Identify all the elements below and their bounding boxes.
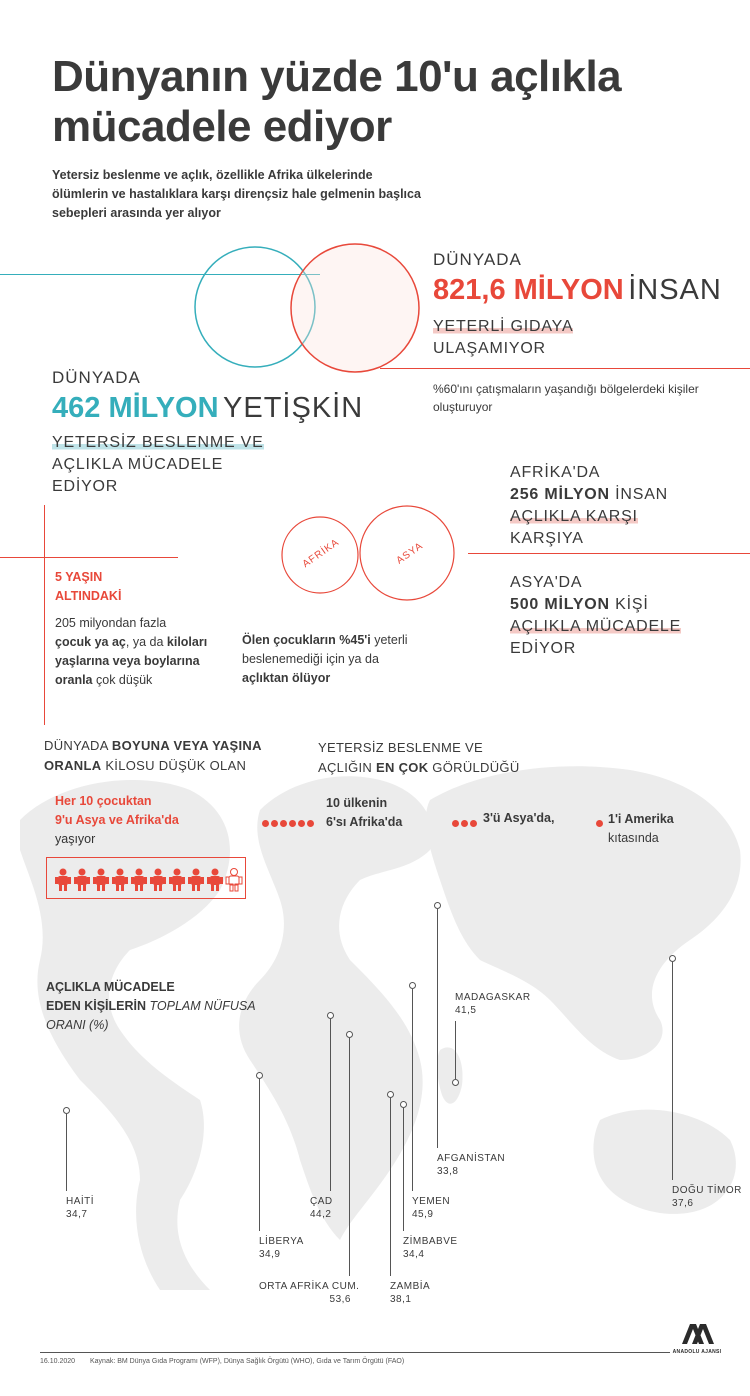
dot-icon (452, 820, 459, 827)
pin-dot-icon (409, 982, 416, 989)
dot-icon (289, 820, 296, 827)
most-h2: AÇLIĞIN (318, 760, 377, 775)
footer-source: Kaynak: BM Dünya Gıda Programı (WFP), Dünya Sağlık Örgütü (WHO), Gıda ve Tarım Örgütü (FAO) (90, 1358, 405, 1365)
america-dots (596, 814, 605, 832)
dot-icon (470, 820, 477, 827)
divider-line (0, 557, 178, 558)
pin-dot-icon (327, 1012, 334, 1019)
asia-unit: KİŞİ (615, 596, 649, 613)
pin-dot-icon (669, 955, 676, 962)
country-name: ORTA AFRİKA CUM. (259, 1281, 360, 1292)
most-america (608, 810, 674, 848)
world-circle (291, 244, 419, 372)
asia-line2: EDİYOR (510, 640, 577, 657)
adults-unit: YETİŞKİN (223, 392, 364, 424)
country-value: 33,8 (437, 1166, 459, 1177)
africa-label: AFRİKA'DA (510, 464, 601, 481)
country-value: 34,7 (66, 1209, 88, 1220)
pin-dot-icon (63, 1107, 70, 1114)
country-value: 41,5 (455, 1005, 477, 1016)
under5-text (55, 614, 207, 690)
africa-unit: İNSAN (615, 486, 669, 503)
most-a2: 6'sı Afrika'da (326, 815, 403, 829)
country-value: 45,9 (412, 1209, 434, 1220)
country-value: 34,4 (403, 1249, 425, 1260)
country-name: MADAGASKAR (455, 992, 531, 1003)
world-figure (433, 274, 722, 307)
dot-icon (262, 820, 269, 827)
world-line1: YETERLİ GIDAYA (433, 318, 574, 335)
adults-line3: EDİYOR (52, 478, 119, 495)
stunting-h1b: BOYUNA VEYA YAŞINA (111, 738, 262, 753)
aa-logo-icon (680, 1322, 714, 1344)
divider-line (468, 553, 750, 554)
pin-dot-icon (434, 902, 441, 909)
pin-line (390, 1098, 391, 1276)
divider-line (44, 505, 45, 725)
ratio-l2: EDEN KİŞİLERİN (46, 999, 150, 1013)
country-value: 44,2 (310, 1209, 332, 1220)
country-name: ÇAD (310, 1196, 333, 1207)
adults-label: DÜNYADA (52, 368, 141, 387)
footer-line (40, 1352, 670, 1353)
country-label (259, 1280, 359, 1306)
pin-line (455, 1021, 456, 1079)
pin-dot-icon (256, 1072, 263, 1079)
africa-line1: AÇLIKLA KARŞI (510, 508, 638, 525)
dot-icon (271, 820, 278, 827)
child-icon (131, 869, 147, 892)
country-label (672, 1184, 742, 1210)
stunting-h1: DÜNYADA (44, 738, 112, 753)
country-label (455, 991, 531, 1017)
deaths-t2: beslenemediği için ya da (242, 652, 379, 666)
deaths-t3: açlıktan ölüyor (242, 671, 331, 685)
child-icon (188, 869, 204, 892)
country-label (437, 1152, 505, 1178)
country-name: ZAMBİA (390, 1281, 431, 1292)
child-icon (207, 869, 223, 892)
under5-t2: , ya da (125, 635, 167, 649)
under5-heading-line2: ALTINDAKİ (55, 589, 122, 603)
africa-circle-label: AFRİKA (300, 536, 342, 571)
agency-name: ANADOLU AJANSI (672, 1349, 722, 1355)
world-note: %60'ını çatışmaların yaşandığı bölgelerdeki kişiler oluşturuyor (433, 382, 699, 414)
country-value: 37,6 (672, 1198, 694, 1209)
world-description (433, 316, 573, 360)
dot-icon (461, 820, 468, 827)
under5-t3: yaşlarına veya boylarına (55, 654, 200, 668)
divider-line (380, 368, 750, 369)
country-name: LİBERYA (259, 1236, 304, 1247)
stunting-r2: 9'u Asya ve Afrika'da (55, 813, 179, 827)
country-label (403, 1235, 458, 1261)
ratio-l3: ORANI (%) (46, 1018, 109, 1032)
child-icon (112, 869, 128, 892)
under5-heading (55, 568, 121, 606)
world-number: 821,6 MİLYON (433, 274, 624, 306)
asia-dots (452, 814, 479, 832)
country-label (310, 1195, 333, 1221)
stunting-heading (44, 736, 262, 776)
country-label (390, 1280, 430, 1306)
asia-number: 500 MİLYON (510, 596, 610, 613)
ratio-l1: AÇLIKLA MÜCADELE (46, 980, 175, 994)
asia-label: ASYA'DA (510, 574, 583, 591)
pin-line (437, 909, 438, 1148)
under5-heading-line1: 5 YAŞIN (55, 570, 103, 584)
country-label (259, 1235, 304, 1261)
country-name: YEMEN (412, 1196, 451, 1207)
under5-t4: çok düşük (92, 673, 153, 687)
world-unit: İNSAN (628, 274, 722, 306)
most-h1: YETERSİZ BESLENME VE (318, 740, 483, 755)
pin-dot-icon (400, 1101, 407, 1108)
africa-number: 256 MİLYON (510, 486, 610, 503)
dot-icon (307, 820, 314, 827)
country-value: 34,9 (259, 1249, 281, 1260)
pin-dot-icon (387, 1091, 394, 1098)
adults-figure (52, 392, 363, 425)
pin-line (403, 1108, 404, 1231)
stunting-r3: yaşıyor (55, 832, 96, 846)
under5-t1: 205 milyondan fazla (55, 616, 167, 630)
africa-dots (262, 814, 316, 832)
adults-number: 462 MİLYON (52, 392, 219, 424)
country-value: 38,1 (390, 1294, 412, 1305)
stunting-r1: Her 10 çocuktan (55, 794, 152, 808)
adults-line2: AÇLIKLA MÜCADELE (52, 456, 224, 473)
most-h2c: GÖRÜLDÜĞÜ (428, 760, 520, 775)
pin-line (412, 989, 413, 1191)
pin-line (349, 1038, 350, 1276)
pin-dot-icon (452, 1079, 459, 1086)
deaths-t1b: Ölen çocukların %45'i (242, 633, 371, 647)
dot-icon (280, 820, 287, 827)
adults-description (52, 432, 264, 498)
country-name: AFGANİSTAN (437, 1153, 506, 1164)
country-value: 53,6 (329, 1294, 351, 1305)
child-icon (74, 869, 90, 892)
country-label (66, 1195, 94, 1221)
page-subtitle: Yetersiz beslenme ve açlık, özellikle Afrika ülkelerinde ölümlerin ve hastalıklara karşı dirençsiz hale gelmenin başlıca sebepleri arasında yer alıyor (52, 168, 421, 220)
stunting-h2b: ORANLA (44, 758, 102, 773)
pin-line (66, 1114, 67, 1191)
world-circles (190, 240, 430, 380)
stunting-h2: KİLOSU DÜŞÜK OLAN (101, 758, 247, 773)
most-c1: 1'i Amerika (608, 812, 674, 826)
country-name: DOĞU TİMOR (672, 1185, 742, 1196)
africa-block (510, 462, 668, 550)
world-label: DÜNYADA (433, 250, 522, 269)
ratio-heading (46, 978, 256, 1035)
under5-t4b: oranla (55, 673, 93, 687)
child-icon (55, 869, 71, 892)
stunting-text (55, 792, 179, 849)
pin-line (672, 962, 673, 1180)
country-label (412, 1195, 450, 1221)
children-pictogram (46, 857, 246, 899)
adults-line1: YETERSİZ BESLENME VE (52, 434, 264, 451)
dot-icon (596, 820, 603, 827)
most-h2b: EN ÇOK (376, 760, 429, 775)
most-africa (326, 794, 402, 832)
dot-icon (298, 820, 305, 827)
asia-line1: AÇLIKLA MÜCADELE (510, 618, 682, 635)
deaths-t1: yeterli (370, 633, 408, 647)
child-outline-icon (226, 869, 242, 892)
agency-logo (672, 1322, 722, 1355)
under5-t2b: çocuk ya aç (55, 635, 126, 649)
pin-line (330, 1019, 331, 1191)
country-name: ZİMBABVE (403, 1236, 458, 1247)
pin-line (259, 1079, 260, 1231)
deaths-text (242, 631, 408, 688)
footer-date: 16.10.2020 (40, 1358, 76, 1365)
africa-line2: KARŞIYA (510, 530, 584, 547)
country-name: HAİTİ (66, 1196, 95, 1207)
ratio-l2i: TOPLAM NÜFUSA (149, 999, 256, 1013)
most-asia: 3'ü Asya'da, (483, 811, 555, 825)
most-heading (318, 738, 520, 778)
under5-t2c: kiloları (166, 635, 208, 649)
page-title: Dünyanın yüzde 10'u açlıkla mücadele ediyor (52, 52, 622, 151)
asia-block (510, 572, 681, 660)
pin-dot-icon (346, 1031, 353, 1038)
child-icon (169, 869, 185, 892)
most-a1: 10 ülkenin (326, 796, 388, 810)
most-c2: kıtasında (608, 831, 659, 845)
asia-circle-label: ASYA (394, 540, 426, 567)
child-icon (150, 869, 166, 892)
child-icon (93, 869, 109, 892)
world-line2: ULAŞAMIYOR (433, 340, 546, 357)
